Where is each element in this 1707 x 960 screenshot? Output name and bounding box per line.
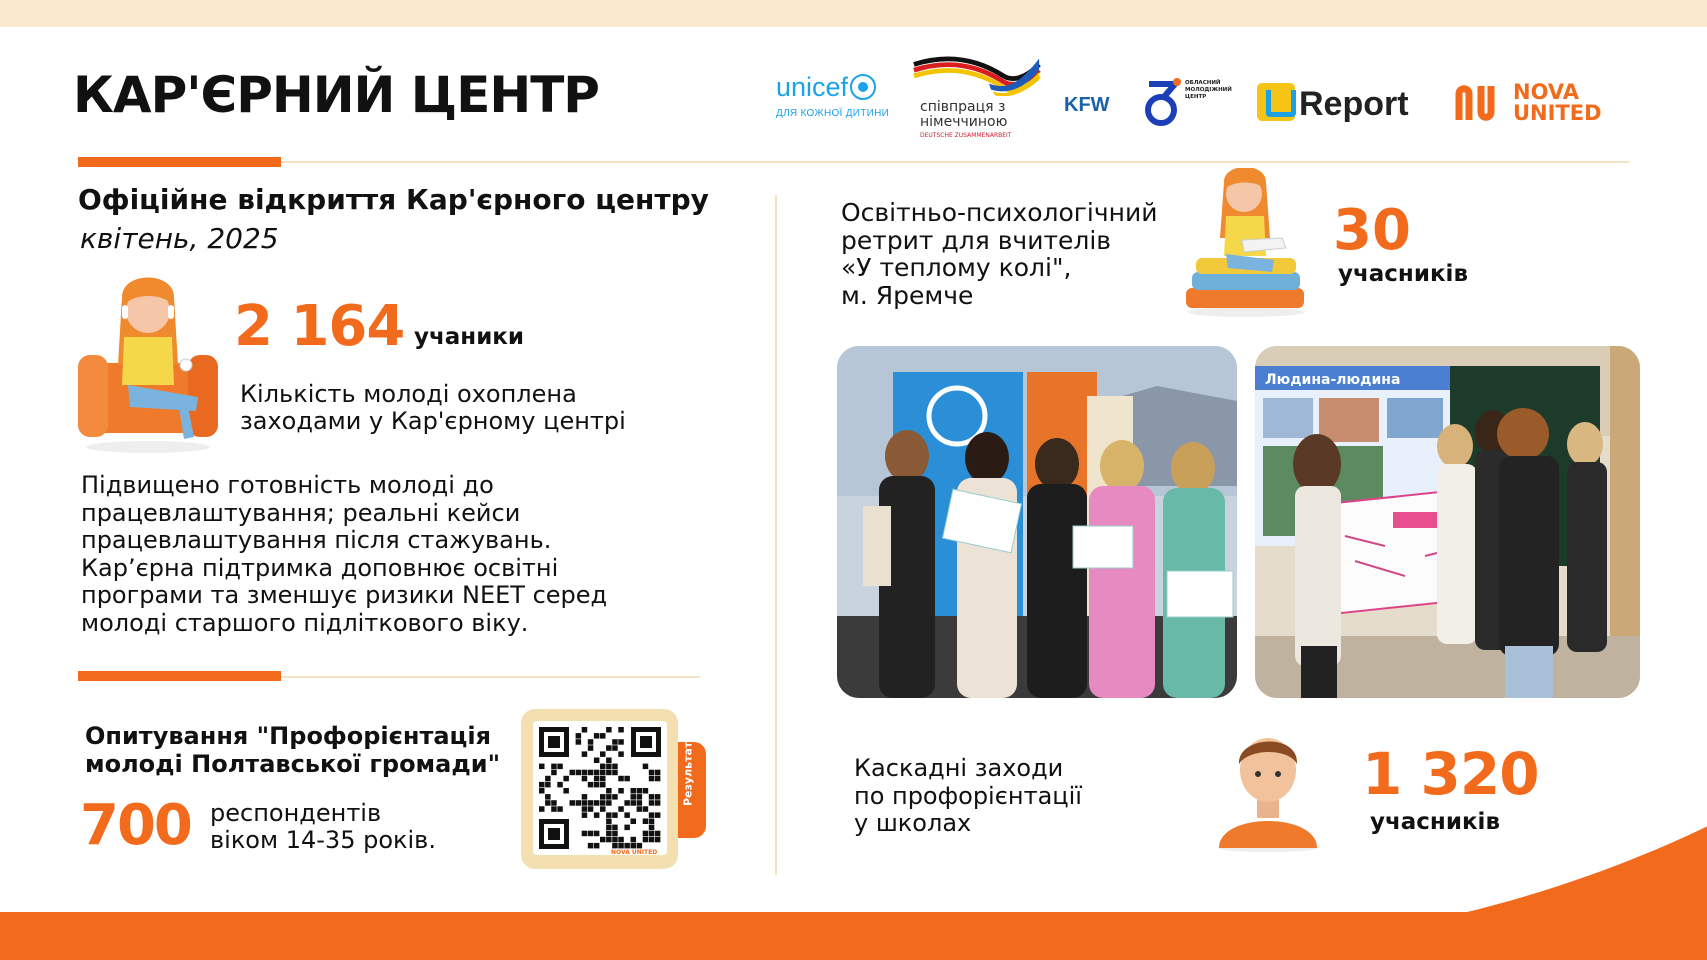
respondents-line: віком 14-35 років.	[210, 826, 436, 854]
results-tab-label: Результати	[681, 734, 695, 806]
paragraph-line: Підвищено готовність молоді до	[81, 471, 494, 499]
nova-line1: NOVA	[1513, 80, 1579, 104]
retreat-line: м. Яремче	[841, 280, 974, 310]
column-divider	[775, 195, 777, 875]
decorative-swoosh	[1380, 800, 1707, 930]
header-divider	[78, 161, 1629, 163]
unicef-tagline: ДЛЯ КОЖНОЇ ДИТИНИ	[776, 108, 890, 119]
photo-certificates	[837, 346, 1237, 698]
cascade-line: по профорієнтації	[854, 781, 1082, 810]
qr-brand: NOVA UNITED	[611, 849, 658, 856]
nova-line2: UNITED	[1513, 101, 1602, 125]
giz-logo	[912, 54, 1047, 139]
giz-line1: співпраця з	[920, 99, 1006, 115]
cascade-line: Каскадні заходи	[854, 754, 1064, 782]
paragraph-line: Кар’єрна підтримка доповнює освітні	[81, 553, 559, 582]
globe-icon	[850, 74, 876, 100]
qr-code-icon	[533, 721, 667, 855]
omc-logo	[1141, 76, 1231, 128]
top-band	[0, 0, 1707, 27]
respondents-count: 700	[80, 793, 191, 858]
survey-qr-card[interactable]	[521, 709, 678, 869]
unicef-logo	[776, 72, 889, 119]
group-photo-illustration	[837, 346, 1237, 698]
photo-workshop	[1255, 346, 1640, 698]
survey-title-line: Опитування "Профорієнтація	[85, 722, 491, 750]
opening-date: квітень, 2025	[80, 222, 279, 255]
bottom-band	[0, 912, 1707, 960]
cascade-description	[854, 755, 1082, 838]
ureport-wordmark: Report	[1299, 85, 1409, 123]
paragraph-line: працевлаштування; реальні кейси	[81, 498, 521, 527]
retreat-count: 30	[1333, 198, 1411, 263]
retreat-line: Освітньо-психологічний	[841, 198, 1158, 227]
opening-title: Офіційне відкриття Кар'єрного центру	[78, 183, 709, 216]
ureport-logo	[1257, 83, 1409, 124]
boy-avatar-illustration	[1213, 724, 1323, 852]
retreat-description	[841, 199, 1157, 309]
youth-count: 2 164	[234, 294, 405, 359]
nova-united-mark-icon	[1455, 84, 1499, 122]
kfw-logo: KFW	[1064, 94, 1110, 116]
girl-on-books-illustration	[1182, 168, 1308, 318]
paragraph-line: працевлаштування після стажувань.	[81, 526, 552, 554]
qr-code[interactable]	[533, 721, 667, 855]
retreat-line: ретрит для вчителів	[841, 225, 1112, 255]
girl-in-armchair-illustration	[78, 275, 218, 455]
unicef-wordmark: unicef	[776, 72, 849, 102]
youth-description-line: заходами у Кар'єрному центрі	[240, 407, 626, 435]
omc-emblem-icon	[1141, 76, 1185, 128]
header-accent-bar	[78, 157, 281, 167]
omc-text: ОБЛАСНИЙ МОЛОДІЖНИЙ ЦЕНТР	[1185, 80, 1232, 100]
slide-caption: Людина-людина	[1265, 372, 1401, 388]
paragraph-line: молоді старшого підліткового віку.	[81, 608, 529, 637]
ureport-u-icon	[1257, 83, 1295, 121]
retreat-unit: учасників	[1338, 261, 1468, 287]
cascade-count: 1 320	[1362, 740, 1539, 808]
youth-description	[240, 381, 626, 435]
retreat-line: «У теплому колі",	[841, 253, 1072, 282]
cascade-unit: учасників	[1370, 809, 1500, 835]
outcome-paragraph	[81, 472, 721, 637]
respondents-detail	[210, 800, 436, 854]
page-title: КАР'ЄРНИЙ ЦЕНТР	[73, 66, 599, 124]
survey-accent-bar	[78, 671, 281, 681]
youth-unit: учаники	[414, 324, 525, 350]
paragraph-line: програми та зменшує ризики NEET серед	[81, 581, 608, 609]
cascade-line: у школах	[854, 809, 972, 837]
youth-description-line: Кількість молоді охоплена	[240, 380, 577, 408]
classroom-photo-illustration	[1255, 346, 1640, 698]
giz-line3: DEUTSCHE ZUSAMMENARBEIT	[920, 132, 1012, 139]
flag-ribbon-icon	[912, 54, 1042, 96]
respondents-line: респондентів	[210, 799, 382, 827]
survey-title-line: молоді Полтавської громади"	[85, 750, 501, 778]
survey-title	[85, 722, 500, 778]
giz-line2: німеччиною	[920, 114, 1008, 130]
